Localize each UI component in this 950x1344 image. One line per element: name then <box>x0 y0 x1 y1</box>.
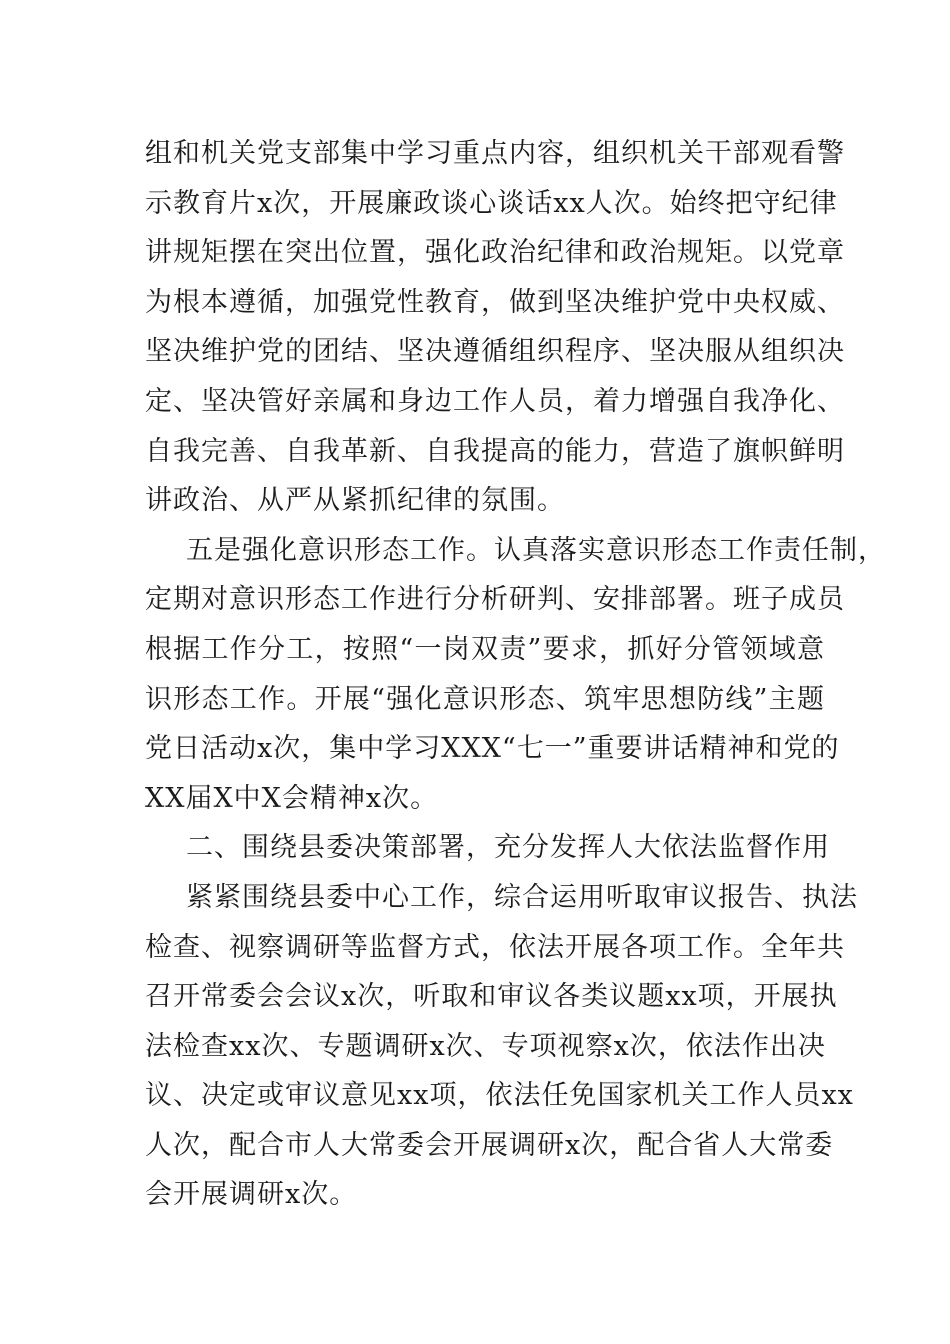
paragraph-discipline <box>145 129 845 526</box>
paragraph-supervision <box>145 873 858 1220</box>
text-line: 讲规矩摆在突出位置，强化政治纪律和政治规矩。以党章 <box>145 237 845 269</box>
text-line: 党日活动x次，集中学习XXX“七一”重要讲话精神和党的 <box>145 733 840 765</box>
text-line: 法检查xx次、专题调研x次、专项视察x次，依法作出决 <box>145 1030 826 1062</box>
heading-line: 二、围绕县委决策部署，充分发挥人大依法监督作用 <box>186 832 830 864</box>
paragraph-ideology <box>145 526 886 824</box>
text-line: 组和机关党支部集中学习重点内容，组织机关干部观看警 <box>145 138 845 169</box>
text-line: 人次，配合市人大常委会开展调研x次，配合省人大常委 <box>145 1129 834 1161</box>
text-line: 紧紧围绕县委中心工作，综合运用听取审议报告、执法 <box>186 881 858 913</box>
text-line: 坚决维护党的团结、坚决遵循组织程序、坚决服从组织决 <box>145 336 845 368</box>
text-line: 示教育片x次，开展廉政谈心谈话xx人次。始终把守纪律 <box>145 187 838 219</box>
text-line: 检查、视察调研等监督方式，依法开展各项工作。全年共 <box>145 931 845 963</box>
document-body <box>145 129 886 1220</box>
text-line: 根据工作分工，按照“一岗双责”要求，抓好分管领域意 <box>145 633 825 665</box>
section-heading <box>145 823 830 873</box>
text-line: 定期对意识形态工作进行分析研判、安排部署。班子成员 <box>145 584 845 616</box>
text-line: 会开展调研x次。 <box>145 1179 358 1211</box>
text-line: 议、决定或审议意见xx项，依法任免国家机关工作人员xx <box>145 1080 854 1112</box>
text-line: 为根本遵循，加强党性教育，做到坚决维护党中央权威、 <box>145 286 845 318</box>
text-line: 召开常委会会议x次，听取和审议各类议题xx项，开展执 <box>145 981 838 1013</box>
text-line: 定、坚决管好亲属和身边工作人员，着力增强自我净化、 <box>145 385 845 417</box>
text-line: 五是强化意识形态工作。认真落实意识形态工作责任制， <box>186 534 886 566</box>
text-line: 自我完善、自我革新、自我提高的能力，营造了旗帜鲜明 <box>145 435 845 467</box>
text-line: 讲政治、从严从紧抓纪律的氛围。 <box>145 485 565 517</box>
text-line: 识形态工作。开展“强化意识形态、筑牢思想防线”主题 <box>145 683 825 715</box>
text-line: XX届X中X会精神x次。 <box>145 782 439 814</box>
